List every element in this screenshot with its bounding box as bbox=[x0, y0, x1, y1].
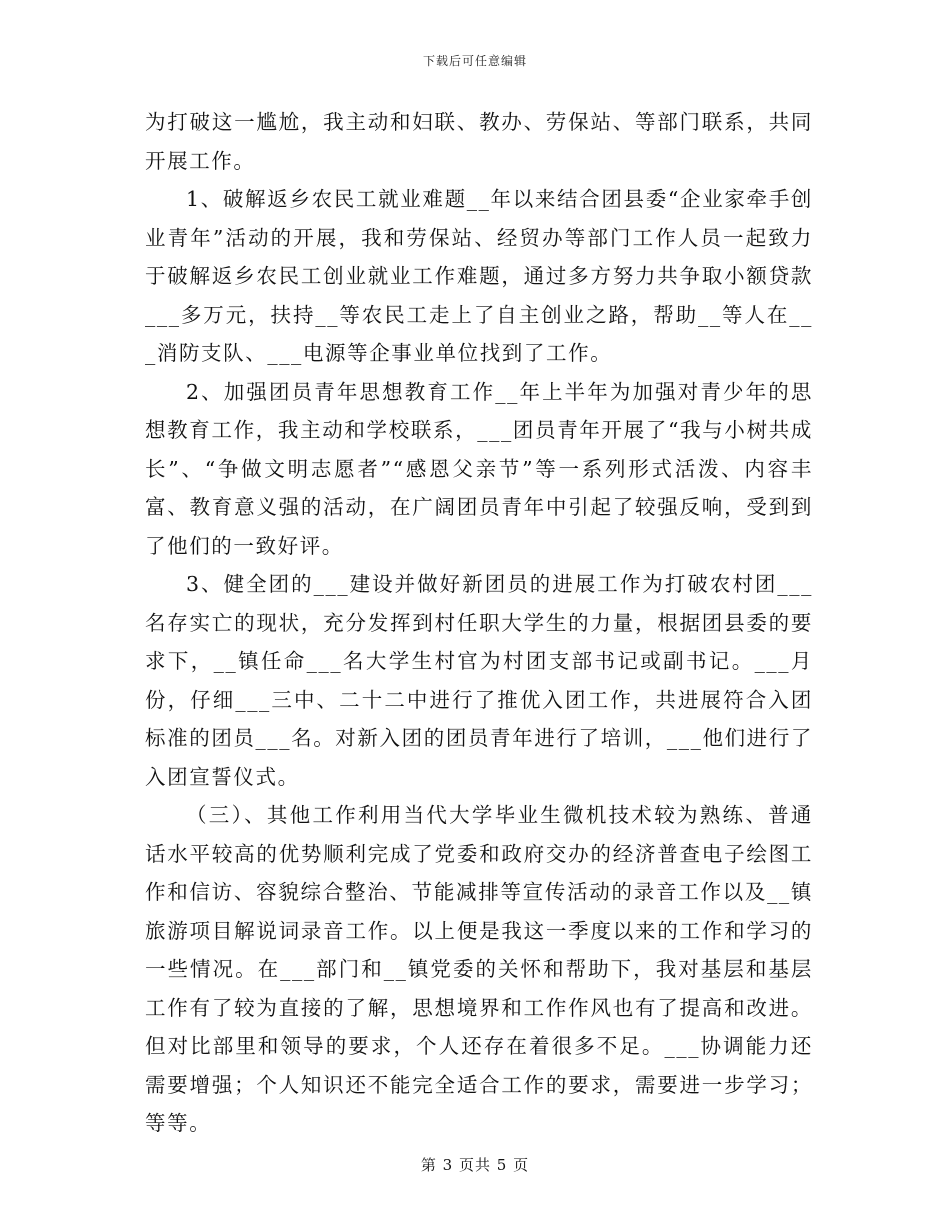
document-body bbox=[145, 103, 813, 1143]
page-number: 第 3 页共 5 页 bbox=[420, 1156, 530, 1174]
paragraph-section-3: （三）、其他工作利用当代大学毕业生微机技术较为熟练、普通话水平较高的优势顺利完成了党委和政府交办的经济普查电子绘图工作和信访、容貌综合整治、节能减排等宣传活动的录音工作以及__镇旅游项目解说词录音工作。以上便是我这一季度以来的工作和学习的一些情况。在___部门和__镇党委的关怀和帮助下，我对基层和基层工作有了较为直接的了解，思想境界和工作作风也有了提高和改进。但对比部里和领导的要求，个人还存在着很多不足。___协调能力还需要增强；个人知识还不能完全适合工作的要求，需要进一步学习；等等。 bbox=[145, 803, 813, 1135]
paragraph-item-1: 1、破解返乡农民工就业难题__年以来结合团县委“企业家牵手创业青年”活动的开展，我和劳保站、经贸办等部门工作人员一起致力于破解返乡农民工创业就业工作难题，通过多方努力共争取小额贷款___多万元，扶持__等农民工走上了自主创业之路，帮助__等人在___消防支队、___电源等企事业单位找到了工作。 bbox=[145, 187, 813, 365]
paragraph-intro: 为打破这一尴尬，我主动和妇联、教办、劳保站、等部门联系，共同开展工作。 bbox=[145, 110, 813, 173]
page-header: 下载后可任意编辑 bbox=[422, 54, 527, 68]
paragraph-item-3: 3、健全团的___建设并做好新团员的进展工作为打破农村团___名存实亡的现状，充分发挥到村任职大学生的力量，根据团县委的要求下，__镇任命___名大学生村官为村团支部书记或副书记。___月份，仔细___三中、二十二中进行了推优入团工作，共进展符合入团标准的团员___名。对新入团的团员青年进行了培训，___他们进行了入团宣誓仪式。 bbox=[145, 572, 813, 789]
paragraph-item-2: 2、加强团员青年思想教育工作__年上半年为加强对青少年的思想教育工作，我主动和学校联系，___团员青年开展了“我与小树共成长”、“争做文明志愿者”“感恩父亲节”等一系列形式活泼、内容丰富、教育意义强的活动，在广阔团员青年中引起了较强反响，受到到了他们的一致好评。 bbox=[145, 379, 813, 558]
